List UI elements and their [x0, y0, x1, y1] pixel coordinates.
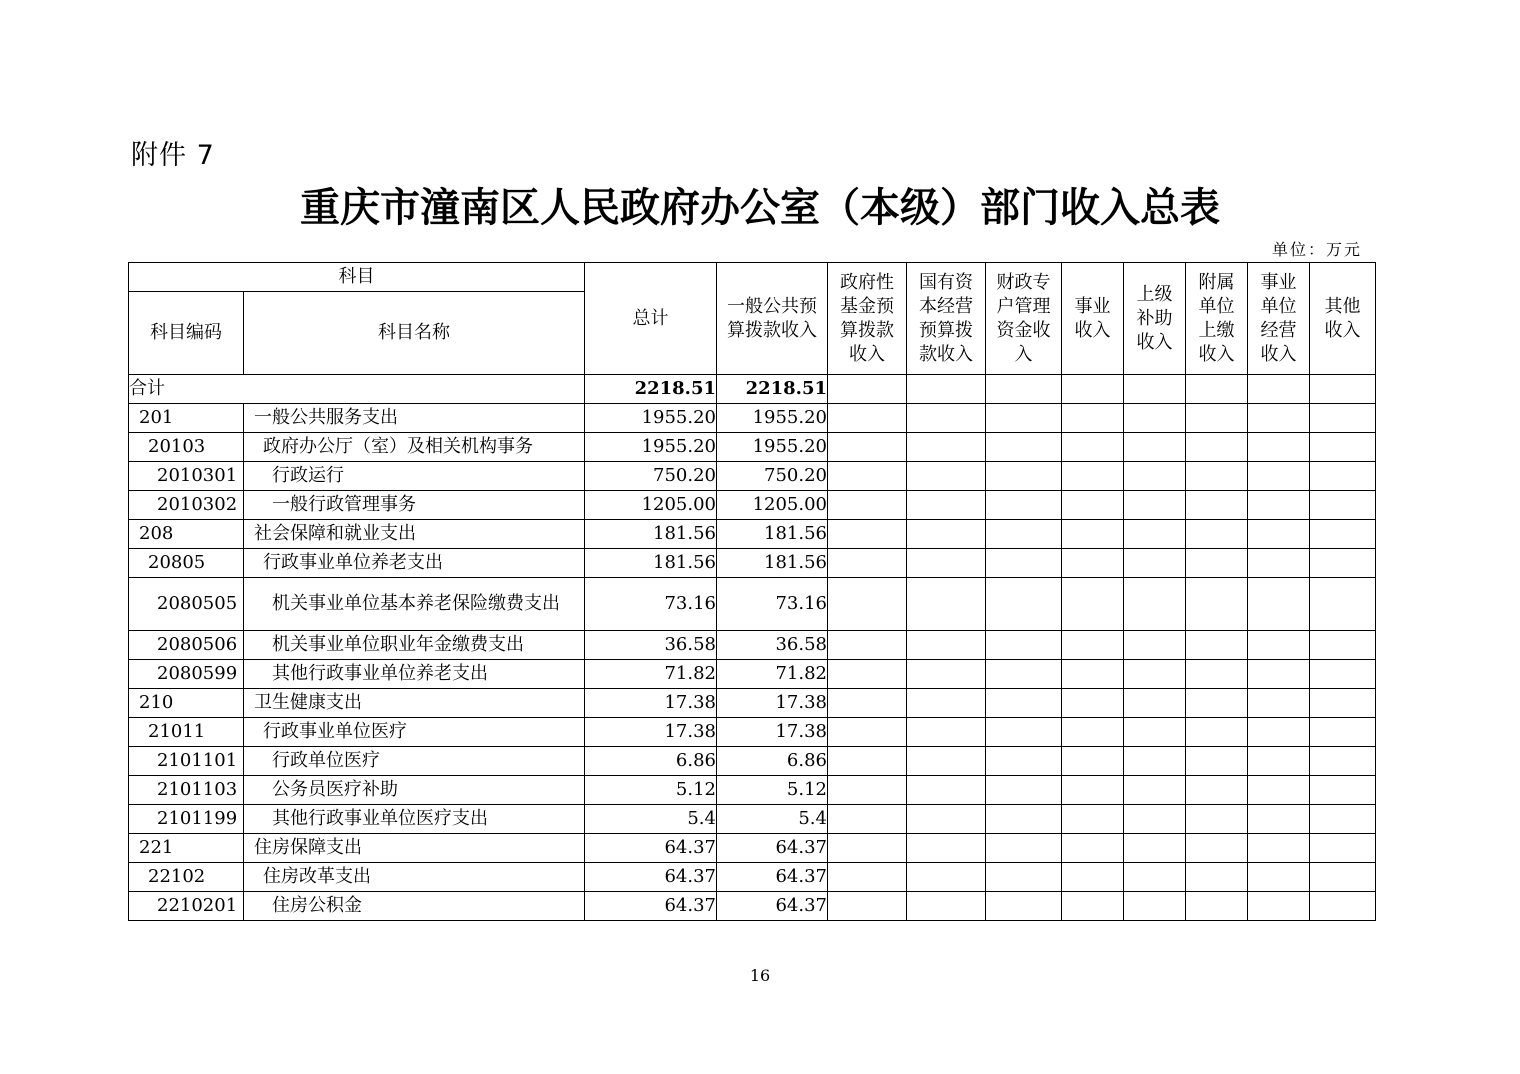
- header-general-budget: 一般公共预 算拨款收入: [717, 263, 828, 375]
- row-empty-cell: [986, 631, 1062, 660]
- row-empty-cell: [1310, 892, 1376, 921]
- total-cell-general: 2218.51: [717, 375, 828, 404]
- row-total: 750.20: [585, 462, 717, 491]
- row-empty-cell: [1248, 578, 1310, 631]
- row-code: 221: [129, 834, 244, 863]
- row-empty-cell: [907, 462, 986, 491]
- row-name: 政府办公厅（室）及相关机构事务: [244, 433, 585, 462]
- row-empty-cell: [1248, 462, 1310, 491]
- row-empty-cell: [1310, 747, 1376, 776]
- row-empty-cell: [986, 404, 1062, 433]
- table-row: [129, 660, 1376, 689]
- row-empty-cell: [986, 834, 1062, 863]
- table-row: [129, 892, 1376, 921]
- row-empty-cell: [907, 520, 986, 549]
- row-empty-cell: [986, 776, 1062, 805]
- row-empty-cell: [986, 892, 1062, 921]
- row-empty-cell: [1248, 689, 1310, 718]
- row-empty-cell: [1186, 491, 1248, 520]
- row-empty-cell: [1062, 631, 1124, 660]
- row-total: 17.38: [585, 718, 717, 747]
- row-general: 750.20: [717, 462, 828, 491]
- row-empty-cell: [1310, 834, 1376, 863]
- row-empty-cell: [1310, 660, 1376, 689]
- row-empty-cell: [1124, 578, 1186, 631]
- row-empty-cell: [1248, 718, 1310, 747]
- row-empty-cell: [1310, 863, 1376, 892]
- row-general: 36.58: [717, 631, 828, 660]
- row-empty-cell: [1248, 776, 1310, 805]
- row-empty-cell: [1310, 776, 1376, 805]
- row-name: 卫生健康支出: [244, 689, 585, 718]
- table-row: [129, 805, 1376, 834]
- header-special-account: 财政专 户管理 资金收 入: [986, 263, 1062, 375]
- header-total: 总计: [585, 263, 717, 375]
- row-empty-cell: [1062, 491, 1124, 520]
- table-row: [129, 404, 1376, 433]
- row-code: 201: [129, 404, 244, 433]
- row-empty-cell: [1062, 462, 1124, 491]
- row-empty-cell: [828, 747, 907, 776]
- row-empty-cell: [1186, 892, 1248, 921]
- row-empty-cell: [1248, 491, 1310, 520]
- row-empty-cell: [907, 834, 986, 863]
- row-empty-cell: [907, 404, 986, 433]
- row-empty-cell: [1062, 718, 1124, 747]
- table-row: [129, 631, 1376, 660]
- row-code: 20103: [129, 433, 244, 462]
- row-empty-cell: [1124, 834, 1186, 863]
- row-code: 208: [129, 520, 244, 549]
- row-total: 64.37: [585, 863, 717, 892]
- row-empty-cell: [828, 805, 907, 834]
- row-name: 一般公共服务支出: [244, 404, 585, 433]
- row-name: 公务员医疗补助: [244, 776, 585, 805]
- row-name: 住房改革支出: [244, 863, 585, 892]
- table-row: [129, 718, 1376, 747]
- row-total: 5.12: [585, 776, 717, 805]
- row-empty-cell: [986, 462, 1062, 491]
- table-row: [129, 834, 1376, 863]
- row-empty-cell: [1248, 631, 1310, 660]
- total-cell-total: 2218.51: [585, 375, 717, 404]
- unit-label: 单位：万元: [1272, 240, 1363, 259]
- header-state-capital: 国有资 本经营 预算拨 款收入: [907, 263, 986, 375]
- row-empty-cell: [828, 660, 907, 689]
- row-empty-cell: [1062, 747, 1124, 776]
- row-code: 2010302: [129, 491, 244, 520]
- row-general: 64.37: [717, 834, 828, 863]
- row-empty-cell: [907, 718, 986, 747]
- row-total: 181.56: [585, 520, 717, 549]
- row-empty-cell: [1186, 863, 1248, 892]
- row-empty-cell: [828, 834, 907, 863]
- row-empty-cell: [986, 520, 1062, 549]
- row-general: 71.82: [717, 660, 828, 689]
- row-empty-cell: [1186, 660, 1248, 689]
- row-empty-cell: [1062, 834, 1124, 863]
- row-empty-cell: [1186, 776, 1248, 805]
- row-empty-cell: [1310, 433, 1376, 462]
- row-empty-cell: [1124, 462, 1186, 491]
- row-total: 17.38: [585, 689, 717, 718]
- row-empty-cell: [986, 433, 1062, 462]
- row-name: 一般行政管理事务: [244, 491, 585, 520]
- table-row: [129, 776, 1376, 805]
- row-empty-cell: [1310, 718, 1376, 747]
- page-title: 重庆市潼南区人民政府办公室（本级）部门收入总表: [300, 185, 1220, 231]
- table-row: [129, 491, 1376, 520]
- row-empty-cell: [1186, 834, 1248, 863]
- row-code: 2101199: [129, 805, 244, 834]
- row-empty-cell: [1124, 863, 1186, 892]
- row-empty-cell: [1310, 404, 1376, 433]
- row-empty-cell: [828, 491, 907, 520]
- row-total: 71.82: [585, 660, 717, 689]
- row-name: 行政事业单位医疗: [244, 718, 585, 747]
- row-empty-cell: [907, 660, 986, 689]
- total-label: 合计: [129, 375, 585, 404]
- header-subject: 科目: [129, 263, 585, 292]
- row-empty-cell: [1062, 776, 1124, 805]
- row-empty-cell: [1186, 433, 1248, 462]
- row-empty-cell: [907, 491, 986, 520]
- table-row: [129, 549, 1376, 578]
- row-name: 社会保障和就业支出: [244, 520, 585, 549]
- row-empty-cell: [1062, 863, 1124, 892]
- table-body: [129, 404, 1376, 921]
- row-empty-cell: [986, 660, 1062, 689]
- row-empty-cell: [1310, 549, 1376, 578]
- table-row: [129, 578, 1376, 631]
- row-empty-cell: [828, 892, 907, 921]
- row-total: 64.37: [585, 834, 717, 863]
- header-name: 科目名称: [244, 292, 585, 375]
- row-empty-cell: [1248, 433, 1310, 462]
- row-empty-cell: [1062, 689, 1124, 718]
- row-empty-cell: [1124, 660, 1186, 689]
- row-code: 2210201: [129, 892, 244, 921]
- row-general: 181.56: [717, 549, 828, 578]
- row-empty-cell: [828, 631, 907, 660]
- row-code: 20805: [129, 549, 244, 578]
- row-empty-cell: [1310, 578, 1376, 631]
- row-code: 210: [129, 689, 244, 718]
- row-empty-cell: [907, 549, 986, 578]
- row-total: 181.56: [585, 549, 717, 578]
- row-empty-cell: [1062, 520, 1124, 549]
- row-empty-cell: [1062, 660, 1124, 689]
- row-general: 64.37: [717, 892, 828, 921]
- row-empty-cell: [828, 433, 907, 462]
- row-empty-cell: [1186, 718, 1248, 747]
- row-empty-cell: [1310, 462, 1376, 491]
- row-general: 6.86: [717, 747, 828, 776]
- row-total: 6.86: [585, 747, 717, 776]
- row-empty-cell: [828, 718, 907, 747]
- header-affiliated-remit: 附属 单位 上缴 收入: [1186, 263, 1248, 375]
- row-empty-cell: [1186, 462, 1248, 491]
- row-code: 22102: [129, 863, 244, 892]
- row-general: 17.38: [717, 689, 828, 718]
- row-empty-cell: [986, 805, 1062, 834]
- row-empty-cell: [1124, 491, 1186, 520]
- row-empty-cell: [1186, 747, 1248, 776]
- header-other-income: 其他 收入: [1310, 263, 1376, 375]
- row-empty-cell: [986, 863, 1062, 892]
- row-empty-cell: [907, 747, 986, 776]
- row-name: 住房公积金: [244, 892, 585, 921]
- row-empty-cell: [1186, 805, 1248, 834]
- row-general: 64.37: [717, 863, 828, 892]
- header-gov-fund: 政府性 基金预 算拨款 收入: [828, 263, 907, 375]
- row-name: 机关事业单位职业年金缴费支出: [244, 631, 585, 660]
- row-empty-cell: [1186, 689, 1248, 718]
- row-total: 5.4: [585, 805, 717, 834]
- row-empty-cell: [1124, 718, 1186, 747]
- row-empty-cell: [986, 747, 1062, 776]
- row-general: 181.56: [717, 520, 828, 549]
- row-empty-cell: [1248, 805, 1310, 834]
- income-table: [128, 262, 1376, 921]
- header-superior-subsidy: 上级 补助 收入: [1124, 263, 1186, 375]
- row-empty-cell: [1124, 520, 1186, 549]
- row-empty-cell: [828, 578, 907, 631]
- row-empty-cell: [907, 631, 986, 660]
- row-total: 1955.20: [585, 433, 717, 462]
- row-code: 21011: [129, 718, 244, 747]
- row-code: 2101103: [129, 776, 244, 805]
- row-empty-cell: [1310, 520, 1376, 549]
- row-name: 其他行政事业单位养老支出: [244, 660, 585, 689]
- row-total: 64.37: [585, 892, 717, 921]
- row-empty-cell: [1248, 863, 1310, 892]
- row-empty-cell: [1124, 689, 1186, 718]
- row-general: 1955.20: [717, 404, 828, 433]
- row-empty-cell: [828, 462, 907, 491]
- header-operating-income: 事业 单位 经营 收入: [1248, 263, 1310, 375]
- row-name: 行政单位医疗: [244, 747, 585, 776]
- row-empty-cell: [1124, 433, 1186, 462]
- row-empty-cell: [828, 776, 907, 805]
- row-empty-cell: [1186, 549, 1248, 578]
- row-empty-cell: [1310, 491, 1376, 520]
- total-row: [129, 375, 1376, 404]
- row-empty-cell: [828, 520, 907, 549]
- table-row: [129, 747, 1376, 776]
- row-empty-cell: [907, 433, 986, 462]
- row-empty-cell: [1186, 631, 1248, 660]
- row-empty-cell: [1248, 549, 1310, 578]
- row-empty-cell: [1248, 520, 1310, 549]
- row-code: 2080505: [129, 578, 244, 631]
- row-general: 17.38: [717, 718, 828, 747]
- row-total: 73.16: [585, 578, 717, 631]
- row-empty-cell: [986, 578, 1062, 631]
- row-name: 行政事业单位养老支出: [244, 549, 585, 578]
- row-empty-cell: [1124, 776, 1186, 805]
- table-row: [129, 689, 1376, 718]
- header-business-income: 事业 收入: [1062, 263, 1124, 375]
- row-total: 1955.20: [585, 404, 717, 433]
- row-empty-cell: [1124, 404, 1186, 433]
- row-empty-cell: [1186, 520, 1248, 549]
- row-empty-cell: [1124, 549, 1186, 578]
- row-empty-cell: [1062, 805, 1124, 834]
- row-code: 2080506: [129, 631, 244, 660]
- row-empty-cell: [828, 863, 907, 892]
- table-row: [129, 433, 1376, 462]
- row-name: 机关事业单位基本养老保险缴费支出: [244, 578, 585, 631]
- row-empty-cell: [1248, 747, 1310, 776]
- attachment-label: 附件 7: [131, 140, 215, 171]
- row-general: 73.16: [717, 578, 828, 631]
- row-code: 2101101: [129, 747, 244, 776]
- row-general: 1205.00: [717, 491, 828, 520]
- row-code: 2080599: [129, 660, 244, 689]
- row-empty-cell: [1310, 805, 1376, 834]
- table-row: [129, 462, 1376, 491]
- row-name: 住房保障支出: [244, 834, 585, 863]
- row-empty-cell: [986, 491, 1062, 520]
- row-general: 5.4: [717, 805, 828, 834]
- row-empty-cell: [1186, 578, 1248, 631]
- row-empty-cell: [1310, 631, 1376, 660]
- row-empty-cell: [1062, 549, 1124, 578]
- row-empty-cell: [1062, 578, 1124, 631]
- row-empty-cell: [1186, 404, 1248, 433]
- row-general: 5.12: [717, 776, 828, 805]
- row-name: 行政运行: [244, 462, 585, 491]
- row-empty-cell: [1062, 892, 1124, 921]
- row-empty-cell: [828, 549, 907, 578]
- page-number: 16: [749, 966, 771, 985]
- row-empty-cell: [986, 549, 1062, 578]
- row-empty-cell: [907, 805, 986, 834]
- row-empty-cell: [907, 689, 986, 718]
- row-empty-cell: [1062, 433, 1124, 462]
- row-total: 1205.00: [585, 491, 717, 520]
- row-empty-cell: [1248, 404, 1310, 433]
- row-empty-cell: [907, 892, 986, 921]
- row-empty-cell: [1248, 834, 1310, 863]
- row-empty-cell: [828, 689, 907, 718]
- row-empty-cell: [907, 578, 986, 631]
- row-empty-cell: [828, 404, 907, 433]
- row-empty-cell: [1248, 892, 1310, 921]
- row-empty-cell: [907, 776, 986, 805]
- row-empty-cell: [1310, 689, 1376, 718]
- row-empty-cell: [1124, 747, 1186, 776]
- table-row: [129, 863, 1376, 892]
- row-general: 1955.20: [717, 433, 828, 462]
- row-empty-cell: [1124, 631, 1186, 660]
- row-total: 36.58: [585, 631, 717, 660]
- row-empty-cell: [1124, 892, 1186, 921]
- row-empty-cell: [986, 689, 1062, 718]
- row-name: 其他行政事业单位医疗支出: [244, 805, 585, 834]
- header-code: 科目编码: [129, 292, 244, 375]
- row-empty-cell: [1062, 404, 1124, 433]
- row-empty-cell: [1248, 660, 1310, 689]
- row-empty-cell: [1124, 805, 1186, 834]
- table-row: [129, 520, 1376, 549]
- row-code: 2010301: [129, 462, 244, 491]
- row-empty-cell: [907, 863, 986, 892]
- row-empty-cell: [986, 718, 1062, 747]
